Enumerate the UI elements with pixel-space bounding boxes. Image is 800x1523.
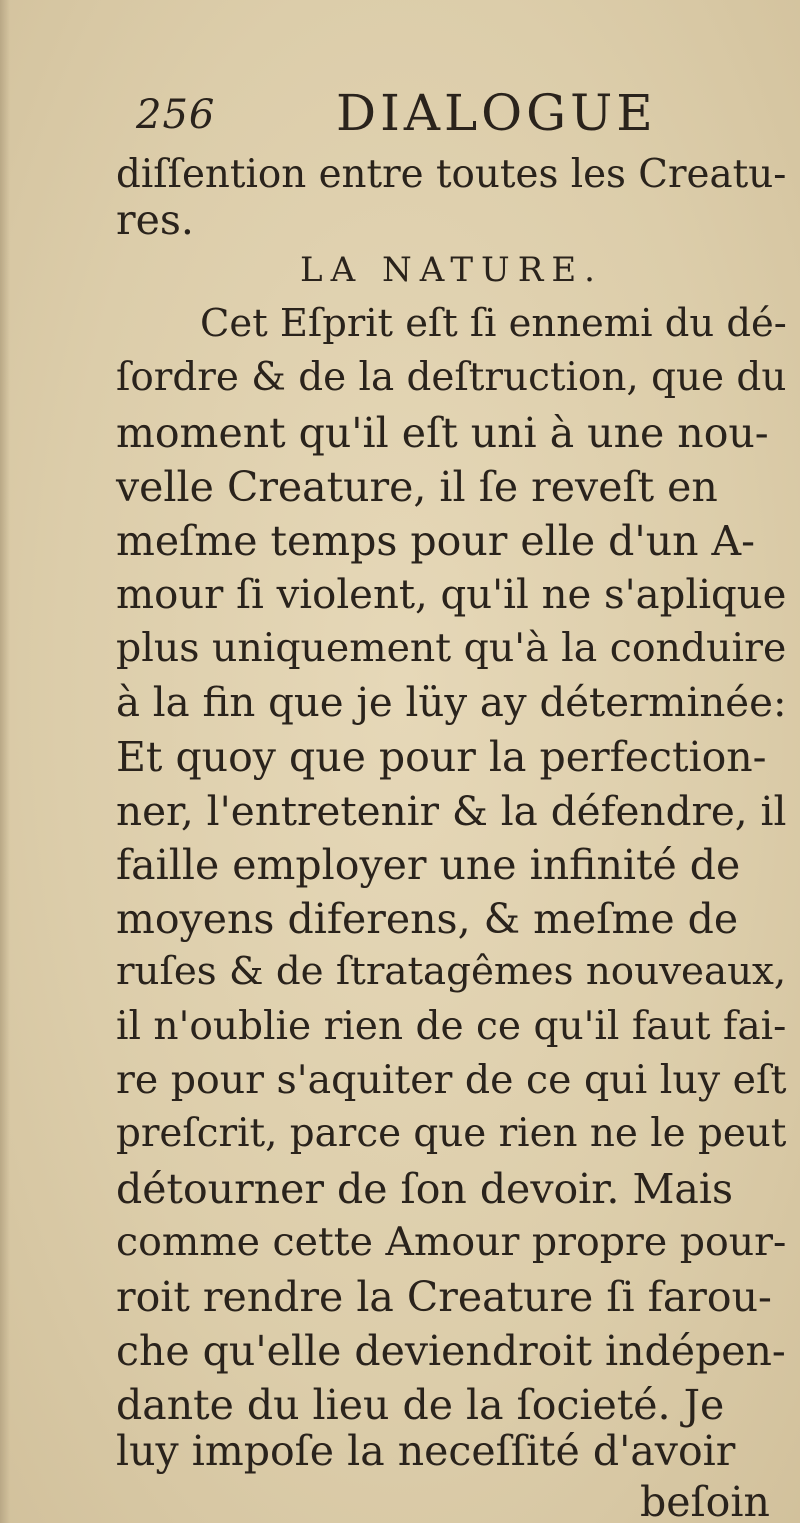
text-line: preſcrit, parce que rien ne le peut bbox=[116, 1111, 787, 1156]
text-line: che qu'elle deviendroit indépen- bbox=[116, 1327, 786, 1375]
text-line: meſme temps pour elle d'un A- bbox=[116, 517, 756, 565]
text-line: re pour s'aquiter de ce qui luy eſt bbox=[116, 1057, 787, 1103]
running-head: DIALOGUE bbox=[336, 84, 657, 142]
page-number: 256 bbox=[136, 92, 216, 138]
text-line: comme cette Amour propre pour- bbox=[116, 1219, 787, 1265]
text-line: Et quoy que pour la perfection- bbox=[116, 733, 767, 781]
text-line: diſſention entre toutes les Creatu- bbox=[116, 152, 787, 197]
page-header bbox=[136, 80, 736, 150]
text-line: res. bbox=[116, 196, 194, 244]
text-line: moyens diferens, & meſme de bbox=[116, 895, 739, 943]
text-line: plus uniquement qu'à la conduire bbox=[116, 625, 787, 671]
text-line: roit rendre la Creature ſi farou- bbox=[116, 1273, 772, 1321]
catchword: beſoin bbox=[640, 1478, 770, 1523]
text-line: ruſes & de ſtratagêmes nouveaux, bbox=[116, 949, 787, 994]
text-line: détourner de ſon devoir. Mais bbox=[116, 1165, 734, 1213]
text-line: mour ſi violent, qu'il ne s'aplique bbox=[116, 572, 787, 618]
speaker-heading: LA NATURE. bbox=[300, 250, 603, 290]
text-line: velle Creature, il ſe reveſt en bbox=[116, 463, 718, 511]
text-line: à la fin que je lüy ay déterminée: bbox=[116, 680, 787, 726]
text-line: il n'oublie rien de ce qu'il faut fai- bbox=[116, 1004, 787, 1049]
text-line: ner, l'entretenir & la défendre, il bbox=[116, 787, 787, 835]
text-line: faille employer une infinité de bbox=[116, 841, 741, 889]
text-line: luy impoſe la neceſſité d'avoir bbox=[116, 1427, 736, 1475]
text-line: Cet Eſprit eſt ſi ennemi du dé- bbox=[200, 301, 787, 346]
text-line: dante du lieu de la ſocieté. Je bbox=[116, 1381, 725, 1429]
text-line: ſordre & de la deſtruction, que du bbox=[116, 355, 787, 400]
text-line: moment qu'il eſt uni à une nou- bbox=[116, 409, 769, 457]
page-edge-shadow bbox=[0, 0, 10, 1523]
